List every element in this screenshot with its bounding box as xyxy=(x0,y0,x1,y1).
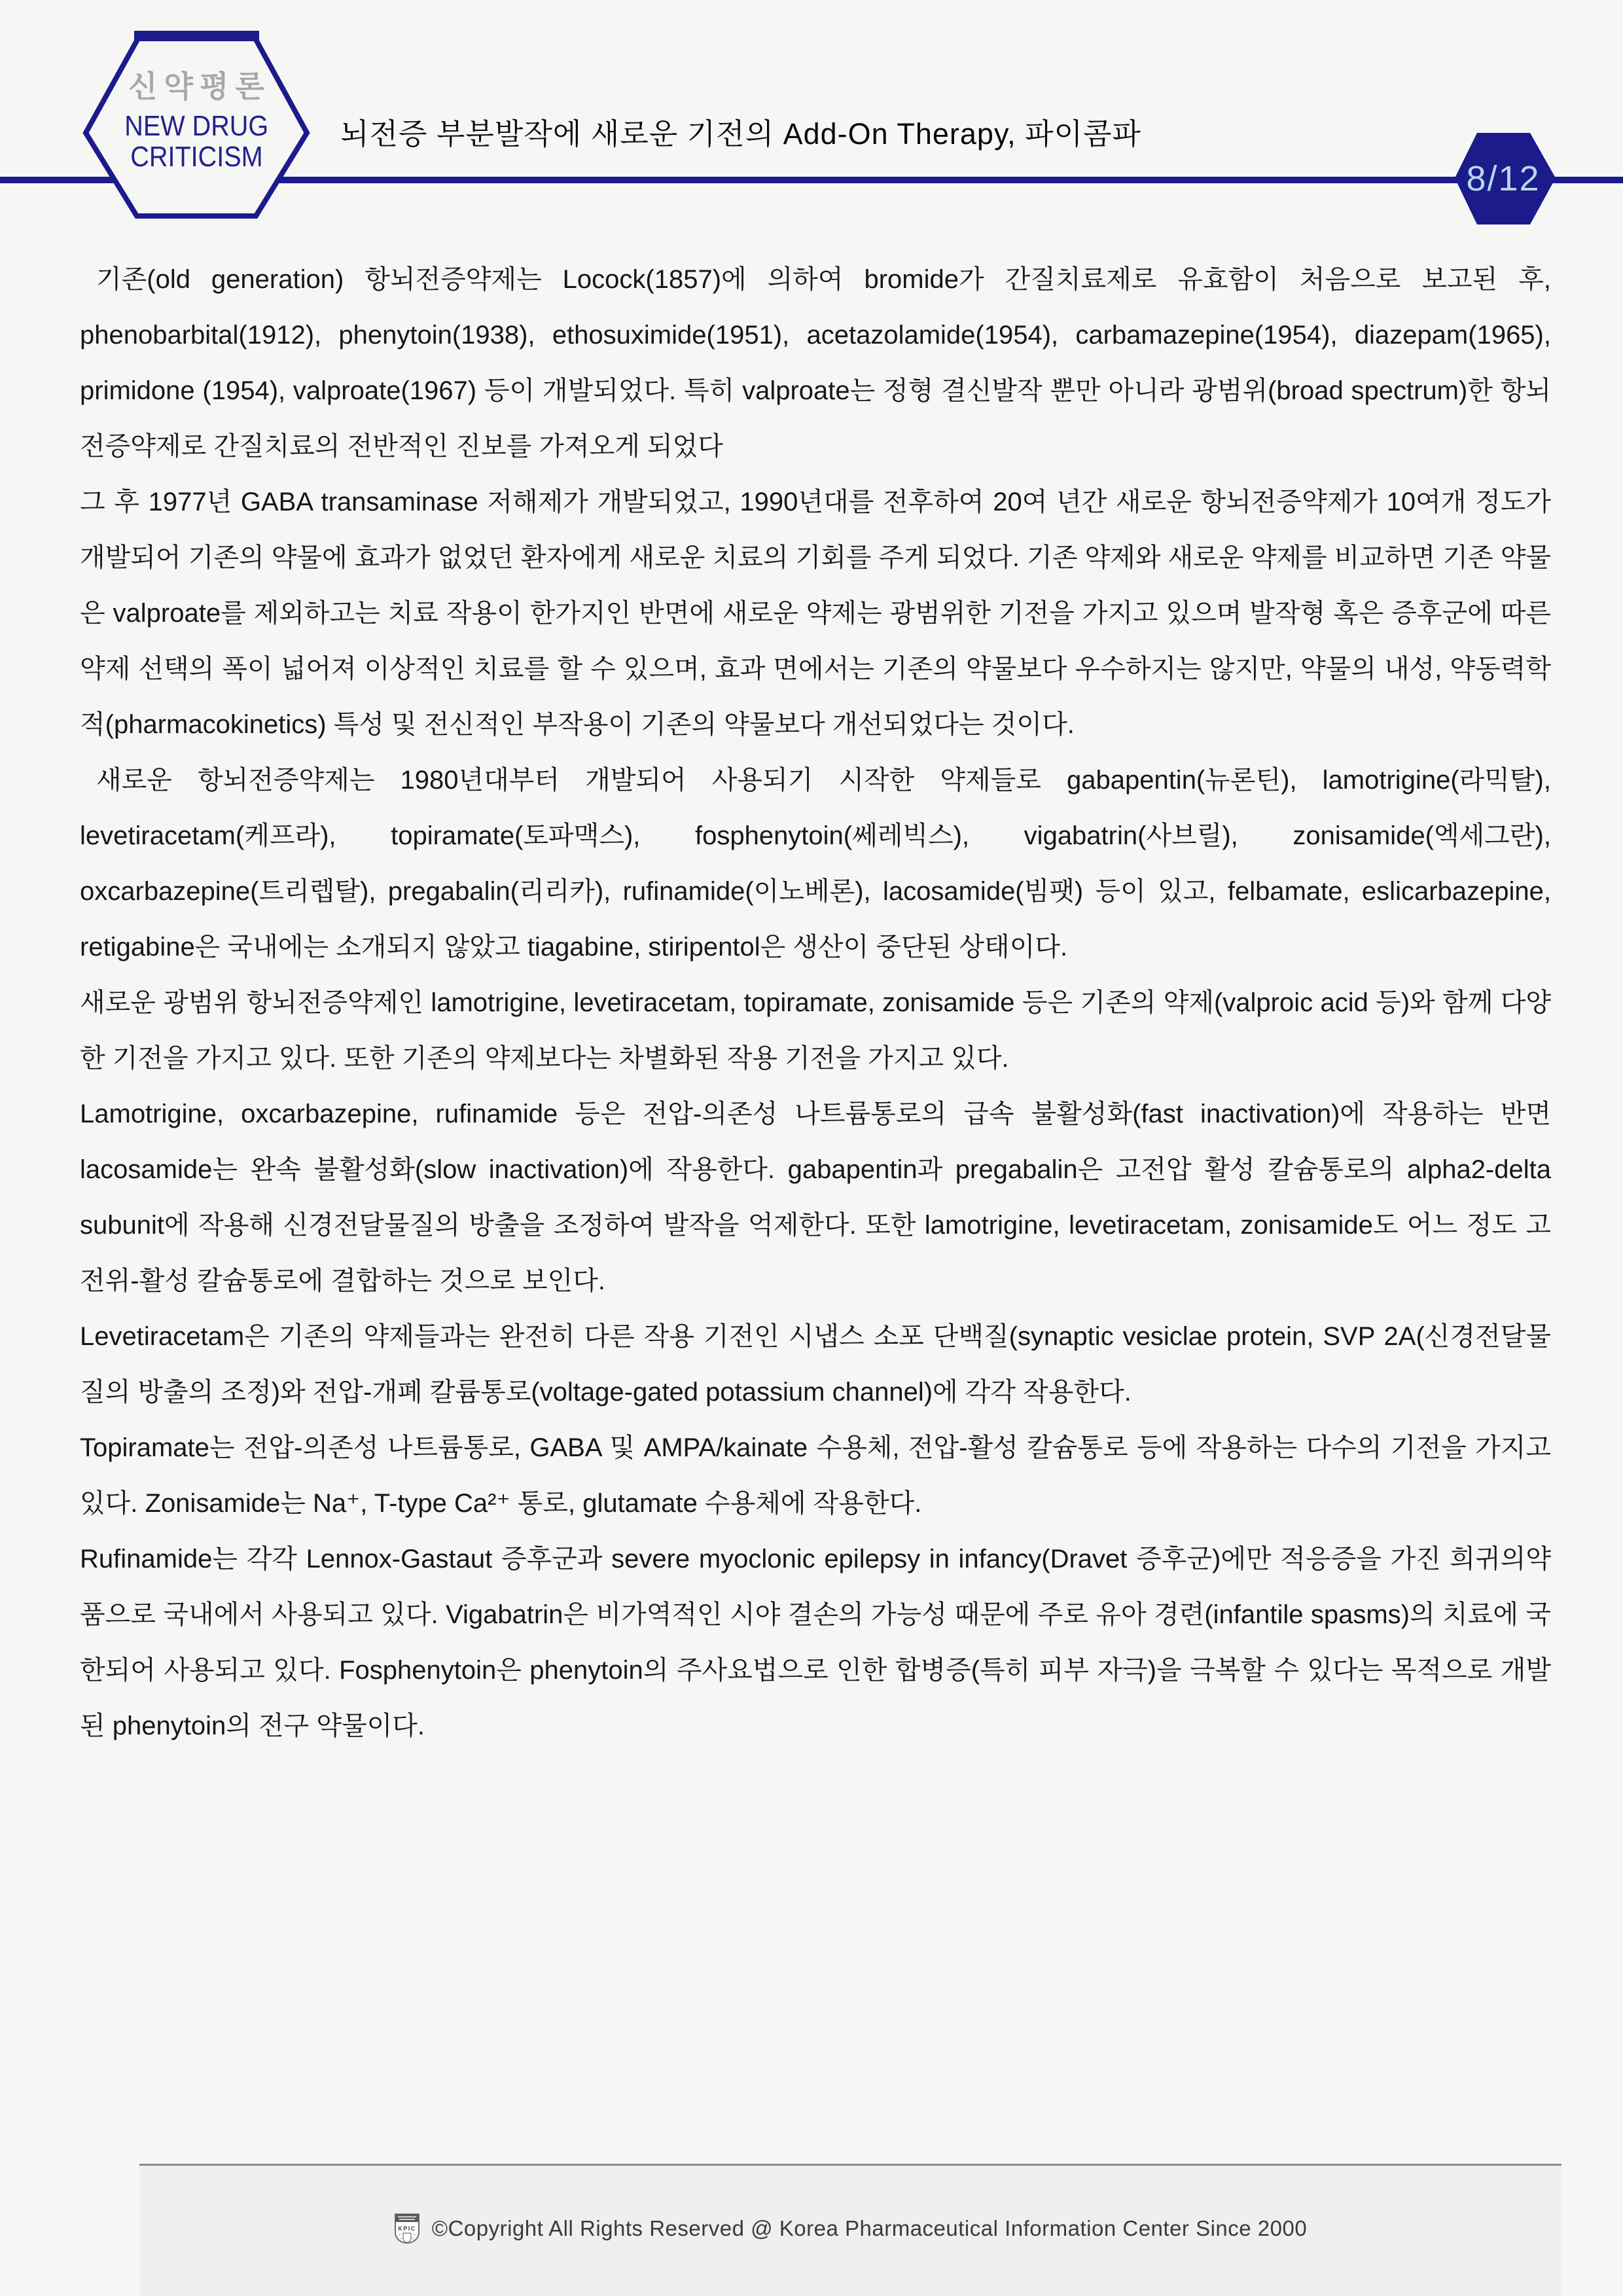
page-title: 뇌전증 부분발작에 새로운 기전의 Add-On Therapy, 파이콤파 xyxy=(340,117,1141,151)
logo xyxy=(79,31,313,221)
logo-english-line2: CRITICISM xyxy=(130,141,263,173)
kpic-logo-text: KPIC xyxy=(398,2225,416,2232)
logo-korean-label: 신약평론 xyxy=(128,69,271,103)
body-paragraph: Lamotrigine, oxcarbazepine, rufinamide 등은 전압-의존성 나트륨통로의 급속 불활성화(fast inactivation)에 작용하는 반면 lacosamide는 완속 불활성화(slow inactivation)에 작용한다. gabapentin과 pregabalin은 고전압 활성 칼슘통로의 alpha2-delta subunit에 작용해 신경전달물질의 방출을 조정하여 발작을 억제한다. 또한 lamotrigine, levetiracetam, zonisamide도 어느 정도 고 전위-활성 칼슘통로에 결합하는 것으로 보인다. xyxy=(80,1100,1551,1295)
body-paragraph: 새로운 광범위 항뇌전증약제인 lamotrigine, levetiracetam, topiramate, zonisamide 등은 기존의 약제(valproic acid 등)와 함께 다양한 기전을 가지고 있다. 또한 기존의 약제보다는 차별화된 작용 기전을 가지고 있다. xyxy=(80,988,1551,1073)
footer xyxy=(139,2164,1561,2296)
body-paragraph: 그 후 1977년 GABA transaminase 저해제가 개발되었고, 1990년대를 전후하여 20여 년간 새로운 항뇌전증약제가 10여개 정도가 개발되어 기존의 약물에 효과가 없었던 환자에게 새로운 치료의 기회를 주게 되었다. 기존 약제와 새로운 약제를 비교하면 기존 약물은 valproate를 제외하고는 치료 작용이 한가지인 반면에 새로운 약제는 광범위한 기전을 가지고 있으며 발작형 혹은 증후군에 따른 약제 선택의 폭이 넓어져 이상적인 치료를 할 수 있으며, 효과 면에서는 기존의 약물보다 우수하지는 않지만, 약물의 내성, 약동력학적(pharmacokinetics) 특성 및 전신적인 부작용이 기존의 약물보다 개선되었다는 것이다. xyxy=(80,488,1551,739)
logo-english-line1: NEW DRUG xyxy=(124,110,268,142)
document-body xyxy=(80,252,1551,1754)
body-paragraph: Topiramate는 전압-의존성 나트륨통로, GABA 및 AMPA/kainate 수용체, 전압-활성 칼슘통로 등에 작용하는 다수의 기전을 가지고 있다. Zonisamide는 Na⁺, T-type Ca²⁺ 통로, glutamate 수용체에 작용한다. xyxy=(80,1433,1551,1518)
footer-row xyxy=(394,2213,1307,2244)
copyright-text: ©Copyright All Rights Reserved @ Korea Pharmaceutical Information Center Since 2000 xyxy=(431,2216,1308,2240)
kpic-logo-icon xyxy=(394,2213,420,2244)
body-paragraph: 새로운 항뇌전증약제는 1980년대부터 개발되어 사용되기 시작한 약제들로 gabapentin(뉴론틴), lamotrigine(라믹탈), levetiracetam(케프라), topiramate(토파맥스), fosphenytoin(쎄레빅스), vigabatrin(사브릴), zonisamide(엑세그란), oxcarbazepine(트리렙탈), pregabalin(리리카), rufinamide(이노베론), lacosamide(빔팻) 등이 있고, felbamate, eslicarbazepine, retigabine은 국내에는 소개되지 않았고 tiagabine, stiripentol은 생산이 중단된 상태이다. xyxy=(80,766,1551,961)
page-number-badge: 8/12 xyxy=(1466,159,1541,198)
body-paragraph: Rufinamide는 각각 Lennox-Gastaut 증후군과 severe myoclonic epilepsy in infancy(Dravet 증후군)에만 적응증을 가진 희귀의약품으로 국내에서 사용되고 있다. Vigabatrin은 비가역적인 시야 결손의 가능성 때문에 주로 유아 경련(infantile spasms)의 치료에 국한되어 사용되고 있다. Fosphenytoin은 phenytoin의 주사요법으로 인한 합병증(특히 피부 자극)을 극복할 수 있다는 목적으로 개발된 phenytoin의 전구 약물이다. xyxy=(80,1545,1551,1740)
body-paragraph: 기존(old generation) 항뇌전증약제는 Locock(1857)에 의하여 bromide가 간질치료제로 유효함이 처음으로 보고된 후, phenobarbital(1912), phenytoin(1938), ethosuximide(1951), acetazolamide(1954), carbamazepine(1954), diazepam(1965), primidone (1954), valproate(1967) 등이 개발되었다. 특히 valproate는 정형 결신발작 뿐만 아니라 광범위(broad spectrum)한 항뇌전증약제로 간질치료의 전반적인 진보를 가져오게 되었다 xyxy=(80,265,1551,461)
body-paragraph: Levetiracetam은 기존의 약제들과는 완전히 다른 작용 기전인 시냅스 소포 단백질(synaptic vesiclae protein, SVP 2A(신경전달물질의 방출의 조정)와 전압-개폐 칼륨통로(voltage-gated potassium channel)에 각각 작용한다. xyxy=(80,1322,1551,1407)
